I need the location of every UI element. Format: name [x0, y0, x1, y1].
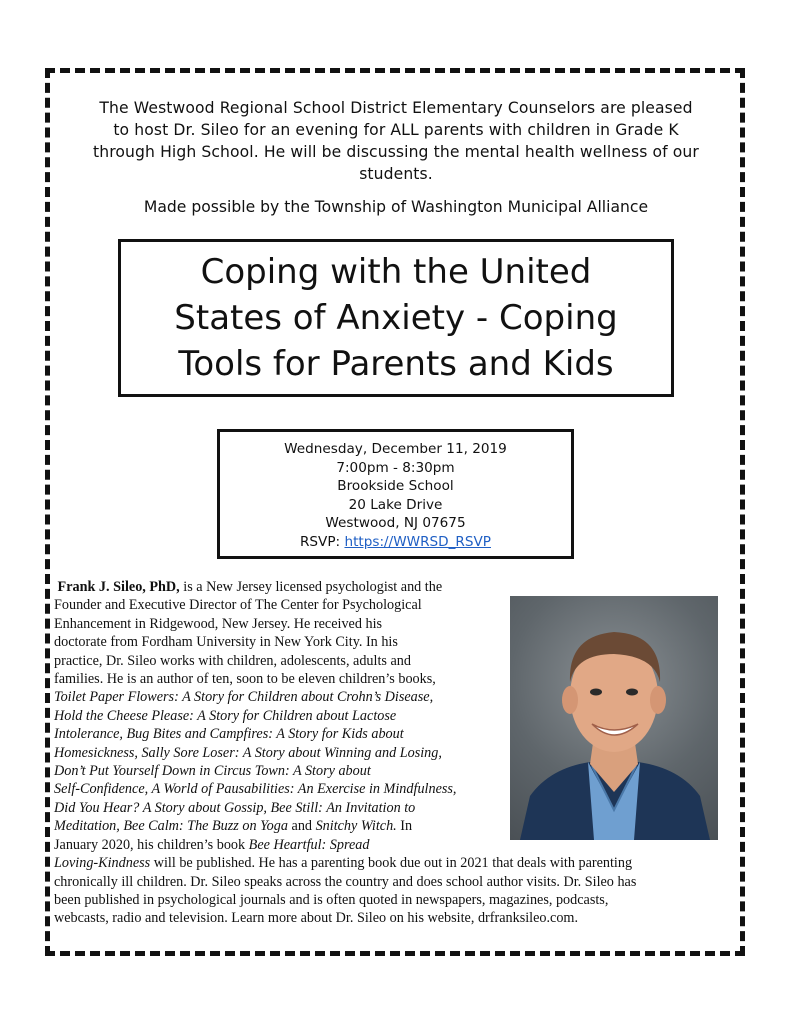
bio-line: Homesickness, Sally Sore Loser: A Story about Winning and Losing, — [54, 744, 442, 761]
intro-line: The Westwood Regional School District Elementary Counselors are pleased — [99, 99, 693, 117]
bio-line: Enhancement in Ridgewood, New Jersey. He received his — [54, 615, 383, 632]
title-line: Tools for Parents and Kids — [178, 344, 614, 384]
sponsor-line: Made possible by the Township of Washington Municipal Alliance — [143, 198, 649, 216]
bio-line: Did You Hear? A Story about Gossip, Bee Still: An Invitation to — [54, 799, 416, 816]
event-title — [174, 249, 617, 387]
bio-line: January 2020, his children’s book Bee Heartful: Spread — [54, 836, 370, 853]
bio-line: Founder and Executive Director of The Center for Psychological — [54, 597, 422, 614]
rsvp-link[interactable]: https://WWRSD_RSVP — [344, 533, 491, 550]
bio-line: families. He is an author of ten, soon to be eleven children’s books, — [54, 671, 436, 688]
bio-line: Frank J. Sileo, PhD, is a New Jersey licensed psychologist and the — [57, 579, 443, 595]
speaker-bio — [54, 578, 744, 928]
bio-line: Toilet Paper Flowers: A Story for Children about Crohn’s Disease, — [54, 689, 434, 706]
title-box — [118, 239, 674, 397]
title-line: Coping with the United — [200, 252, 592, 292]
bio-line: Don’t Put Yourself Down in Circus Town: A Story about — [54, 763, 371, 780]
event-city: Westwood, NJ 07675 — [325, 515, 466, 532]
bio-line: Loving-Kindness will be published. He has a parenting book due out in 2021 that deals with parenting — [54, 855, 633, 872]
intro-line: to host Dr. Sileo for an evening for ALL parents with children in Grade K — [113, 121, 679, 139]
bio-line: been published in psychological journals and is often quoted in newspapers, magazines, podcasts, — [54, 891, 609, 908]
bio-line: webcasts, radio and television. Learn more about Dr. Sileo on his website, drfranksileo.com. — [54, 910, 579, 927]
bio-line: Intolerance, Bug Bites and Campfires: A Story for Kids about — [54, 726, 404, 743]
event-venue: Brookside School — [337, 478, 454, 495]
event-street: 20 Lake Drive — [348, 496, 443, 513]
rsvp-label: RSVP: — [299, 533, 341, 550]
intro-line: students. — [359, 165, 433, 183]
title-line: States of Anxiety - Coping — [174, 298, 618, 338]
bio-line: Self-Confidence, A World of Pausabilities: An Exercise in Mindfulness, — [54, 781, 457, 798]
event-time: 7:00pm - 8:30pm — [336, 459, 455, 476]
intro-paragraph — [55, 97, 737, 185]
bio-line: doctorate from Fordham University in New York City. In his — [54, 634, 398, 651]
intro-line: through High School. He will be discussing the mental health wellness of our — [93, 143, 699, 161]
bio-line: Meditation, Bee Calm: The Buzz on Yoga and Snitchy Witch. In — [54, 818, 413, 835]
event-date: Wednesday, December 11, 2019 — [284, 441, 507, 457]
bio-line: practice, Dr. Sileo works with children, adolescents, adults and — [54, 652, 411, 669]
rsvp-row — [220, 533, 571, 552]
bio-line: Hold the Cheese Please: A Story for Children about Lactose — [54, 707, 397, 724]
event-details-box — [217, 429, 574, 559]
bio-line: chronically ill children. Dr. Sileo speaks across the country and does school author visits. Dr. Sileo has — [54, 873, 637, 890]
speaker-name: Frank J. Sileo, PhD, — [57, 579, 180, 595]
